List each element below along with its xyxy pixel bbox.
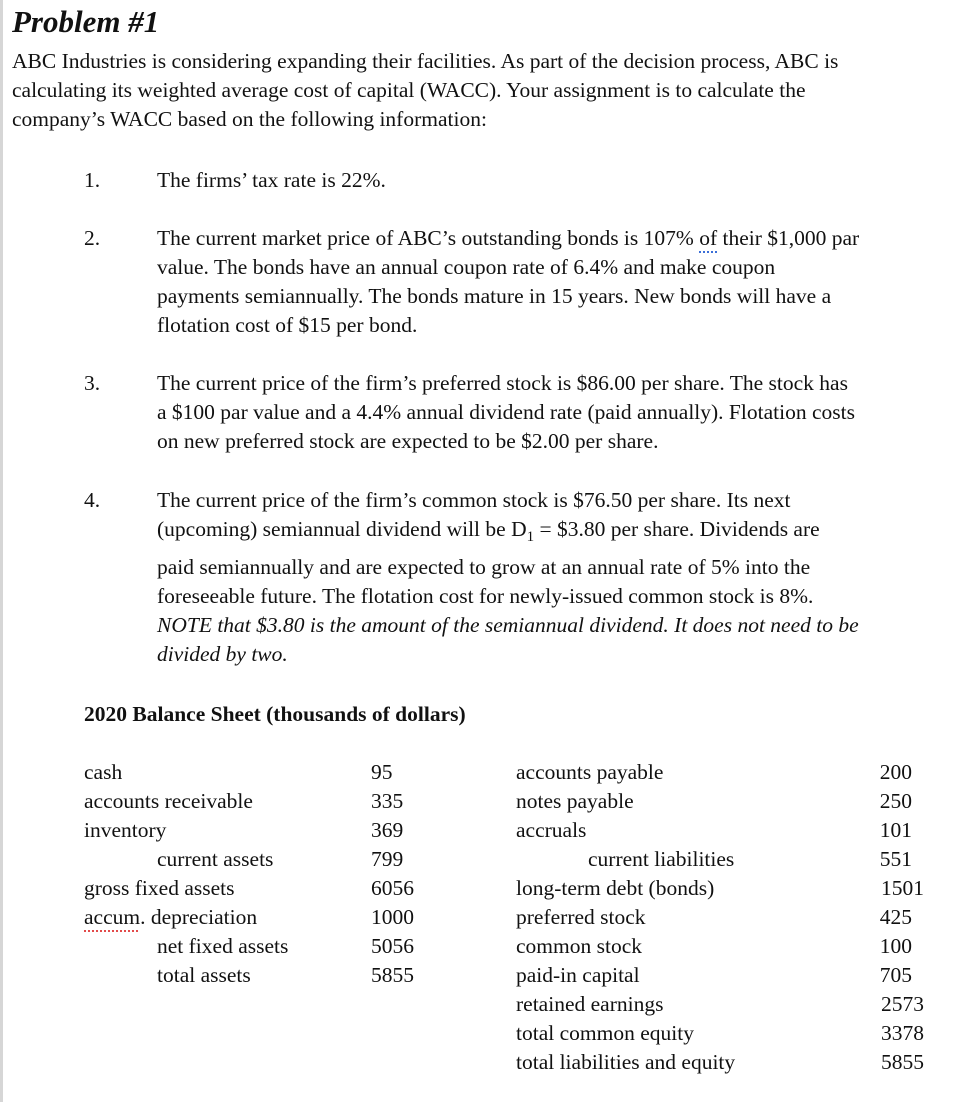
item-line: The firms’ tax rate is 22%. xyxy=(157,168,386,192)
item-1-number: 1. xyxy=(84,168,101,192)
item-line: on new preferred stock are expected to be $2.00 per share. xyxy=(157,429,659,453)
liability-value: 100 xyxy=(879,934,912,958)
asset-value: 5056 xyxy=(371,934,414,958)
liability-value: 551 xyxy=(879,847,912,871)
liability-value: 2573 xyxy=(881,992,924,1016)
item-4-text xyxy=(157,486,820,547)
liability-label: long-term debt (bonds) xyxy=(516,876,715,900)
item-3-number: 3. xyxy=(84,371,101,395)
intro-line: company’s WACC based on the following information: xyxy=(12,107,487,131)
asset-value: 6056 xyxy=(371,876,414,900)
liability-value: 250 xyxy=(879,789,912,813)
asset-label: cash xyxy=(84,760,123,784)
note-line: divided by two. xyxy=(157,642,288,666)
asset-value: 95 xyxy=(371,760,393,784)
liability-value: 5855 xyxy=(881,1050,924,1074)
liability-label: notes payable xyxy=(516,789,634,813)
intro-paragraph xyxy=(12,47,947,134)
item-3-text xyxy=(157,369,855,456)
asset-label: inventory xyxy=(84,818,167,842)
liability-label: total common equity xyxy=(516,1021,694,1045)
item-line: payments semiannually. The bonds mature in 15 years. New bonds will have a xyxy=(157,284,832,308)
liability-value: 1501 xyxy=(881,876,924,900)
liability-label: retained earnings xyxy=(516,992,664,1016)
liability-value: 705 xyxy=(879,963,912,987)
balance-sheet-title: 2020 Balance Sheet (thousands of dollars) xyxy=(84,702,466,726)
item-4-number: 4. xyxy=(84,488,101,512)
liability-total-label: total liabilities and equity xyxy=(516,1050,736,1074)
asset-label: accounts receivable xyxy=(84,789,253,813)
item-2-number: 2. xyxy=(84,226,101,250)
left-margin-bar xyxy=(0,0,3,1102)
liability-value: 3378 xyxy=(881,1021,924,1045)
item-line: (upcoming) semiannual dividend will be $D_1$ = $3.80 per share. Dividends are xyxy=(157,517,820,545)
asset-subtotal-label: total assets xyxy=(157,963,251,987)
item-line: a $100 par value and a 4.4% annual dividend rate (paid annually). Flotation costs xyxy=(157,400,855,424)
item-line: foreseeable future. The flotation cost for newly-issued common stock is 8%. xyxy=(157,584,814,608)
problem-title: Problem #1 xyxy=(12,4,160,39)
asset-value: 5855 xyxy=(371,963,414,987)
liability-label: common stock xyxy=(516,934,642,958)
item-line: value. The bonds have an annual coupon rate of 6.4% and make coupon xyxy=(157,255,776,279)
item-1-text xyxy=(157,166,386,195)
liability-value: 101 xyxy=(879,818,912,842)
note-line: NOTE that $3.80 is the amount of the semiannual dividend. It does not need to be xyxy=(157,613,859,637)
liability-value: 425 xyxy=(879,905,912,929)
intro-line: calculating its weighted average cost of capital (WACC). Your assignment is to calculate the xyxy=(12,78,806,102)
item-2-text xyxy=(157,224,859,340)
asset-label: gross fixed assets xyxy=(84,876,235,900)
asset-value: 335 xyxy=(371,789,404,813)
item-line: The current price of the firm’s common stock is $76.50 per share. Its next xyxy=(157,488,791,512)
grammar-mark[interactable]: of xyxy=(699,226,718,250)
liability-subtotal-label: current liabilities xyxy=(588,847,735,871)
asset-value: 799 xyxy=(371,847,404,871)
intro-line: ABC Industries is considering expanding their facilities. As part of the decision process, ABC is xyxy=(12,49,839,73)
item-line: flotation cost of $15 per bond. xyxy=(157,313,418,337)
item-line: The current price of the firm’s preferred stock is $86.00 per share. The stock has xyxy=(157,371,848,395)
asset-subtotal-label: net fixed assets xyxy=(157,934,289,958)
asset-label: accum. depreciation xyxy=(84,905,258,929)
item-line: paid semiannually and are expected to grow at an annual rate of 5% into the xyxy=(157,555,811,579)
liability-value: 200 xyxy=(879,760,912,784)
liability-label: preferred stock xyxy=(516,905,646,929)
subscript: 1 xyxy=(526,529,535,545)
asset-subtotal-label: current assets xyxy=(157,847,274,871)
item-4-text-continued xyxy=(157,553,859,669)
liability-label: accounts payable xyxy=(516,760,664,784)
liability-label: accruals xyxy=(516,818,587,842)
spelling-mark[interactable]: accum xyxy=(84,905,141,929)
item-line: The current market price of ABC’s outstanding bonds is 107% of their $1,000 par xyxy=(157,226,860,250)
liability-label: paid-in capital xyxy=(516,963,640,987)
asset-value: 1000 xyxy=(371,905,414,929)
asset-value: 369 xyxy=(371,818,404,842)
